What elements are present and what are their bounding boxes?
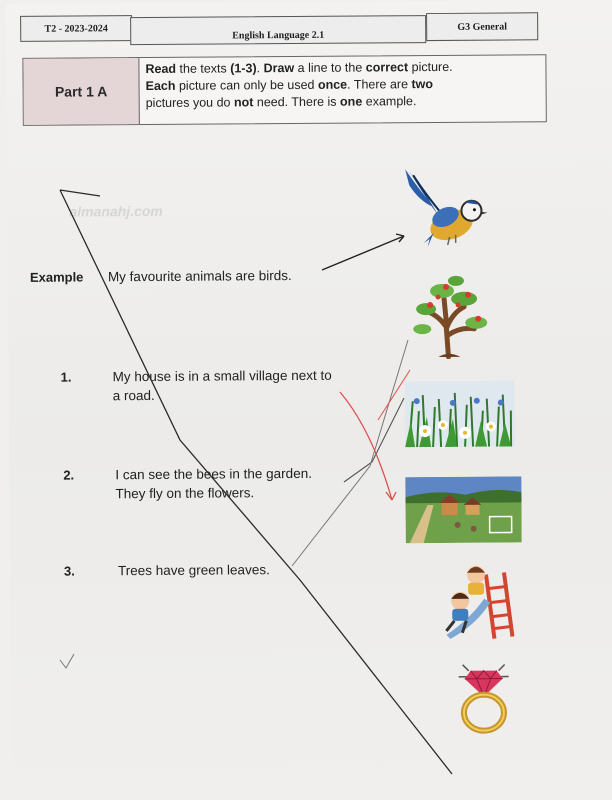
instructions-text: [139, 56, 459, 124]
children-slide-picture[interactable]: [440, 558, 517, 641]
item-1-line-2: a road.: [112, 387, 155, 404]
instr-bold: Draw: [263, 60, 295, 76]
instr-bold: once: [317, 77, 348, 92]
instr-text: picture can only be used: [175, 77, 318, 93]
instr-bold: one: [339, 94, 363, 109]
instr-text: need. There is: [253, 94, 341, 110]
instr-bold: Each: [145, 78, 176, 94]
ring-picture[interactable]: [455, 656, 514, 734]
item-2-label: 2.: [63, 467, 75, 483]
part-instructions-box: [22, 54, 546, 126]
item-2-line-2: They fly on the flowers.: [115, 485, 255, 502]
instructions-line-3: [146, 93, 453, 112]
watermark: almanahj.com: [69, 202, 163, 220]
example-label: Example: [29, 269, 84, 285]
part-label: Part 1 A: [23, 58, 139, 125]
village-picture[interactable]: [405, 476, 521, 543]
bird-picture[interactable]: [399, 167, 492, 254]
worksheet-page: [6, 0, 612, 800]
instr-text: . There are: [347, 77, 412, 92]
item-3-text: Trees have green leaves.: [117, 562, 270, 579]
item-2-line-1: I can see the bees in the garden.: [115, 465, 312, 483]
item-2-text: [115, 464, 312, 503]
example-text: My favourite animals are birds.: [107, 268, 292, 285]
instr-bold: Read: [145, 61, 177, 77]
item-1-label: 1.: [60, 369, 72, 385]
instr-text: picture.: [408, 59, 453, 75]
tree-picture[interactable]: [408, 269, 495, 360]
grade-label: G3 General: [457, 21, 508, 33]
instr-text: pictures you do: [145, 95, 234, 111]
instr-bold: not: [233, 95, 254, 110]
term-label: T2 - 2023-2024: [44, 22, 108, 35]
instr-text: a line to the: [294, 60, 366, 75]
flowers-picture[interactable]: [405, 380, 515, 447]
subject-label: English Language 2.1: [232, 29, 325, 42]
instr-text: .: [256, 61, 264, 76]
grade-box: [426, 12, 538, 41]
instr-bold: correct: [365, 60, 409, 75]
instr-bold: two: [411, 77, 434, 92]
instructions-line-2: [146, 76, 453, 95]
subject-box: [130, 15, 426, 45]
instr-bold: (1-3): [230, 61, 257, 76]
instr-text: example.: [362, 94, 417, 109]
instr-text: the texts: [175, 61, 231, 76]
item-3-label: 3.: [63, 563, 75, 579]
item-1-line-1: My house is in a small village next to: [112, 367, 332, 385]
instructions-line-1: [145, 59, 452, 78]
term-box: [20, 15, 132, 42]
item-1-text: [113, 366, 332, 406]
